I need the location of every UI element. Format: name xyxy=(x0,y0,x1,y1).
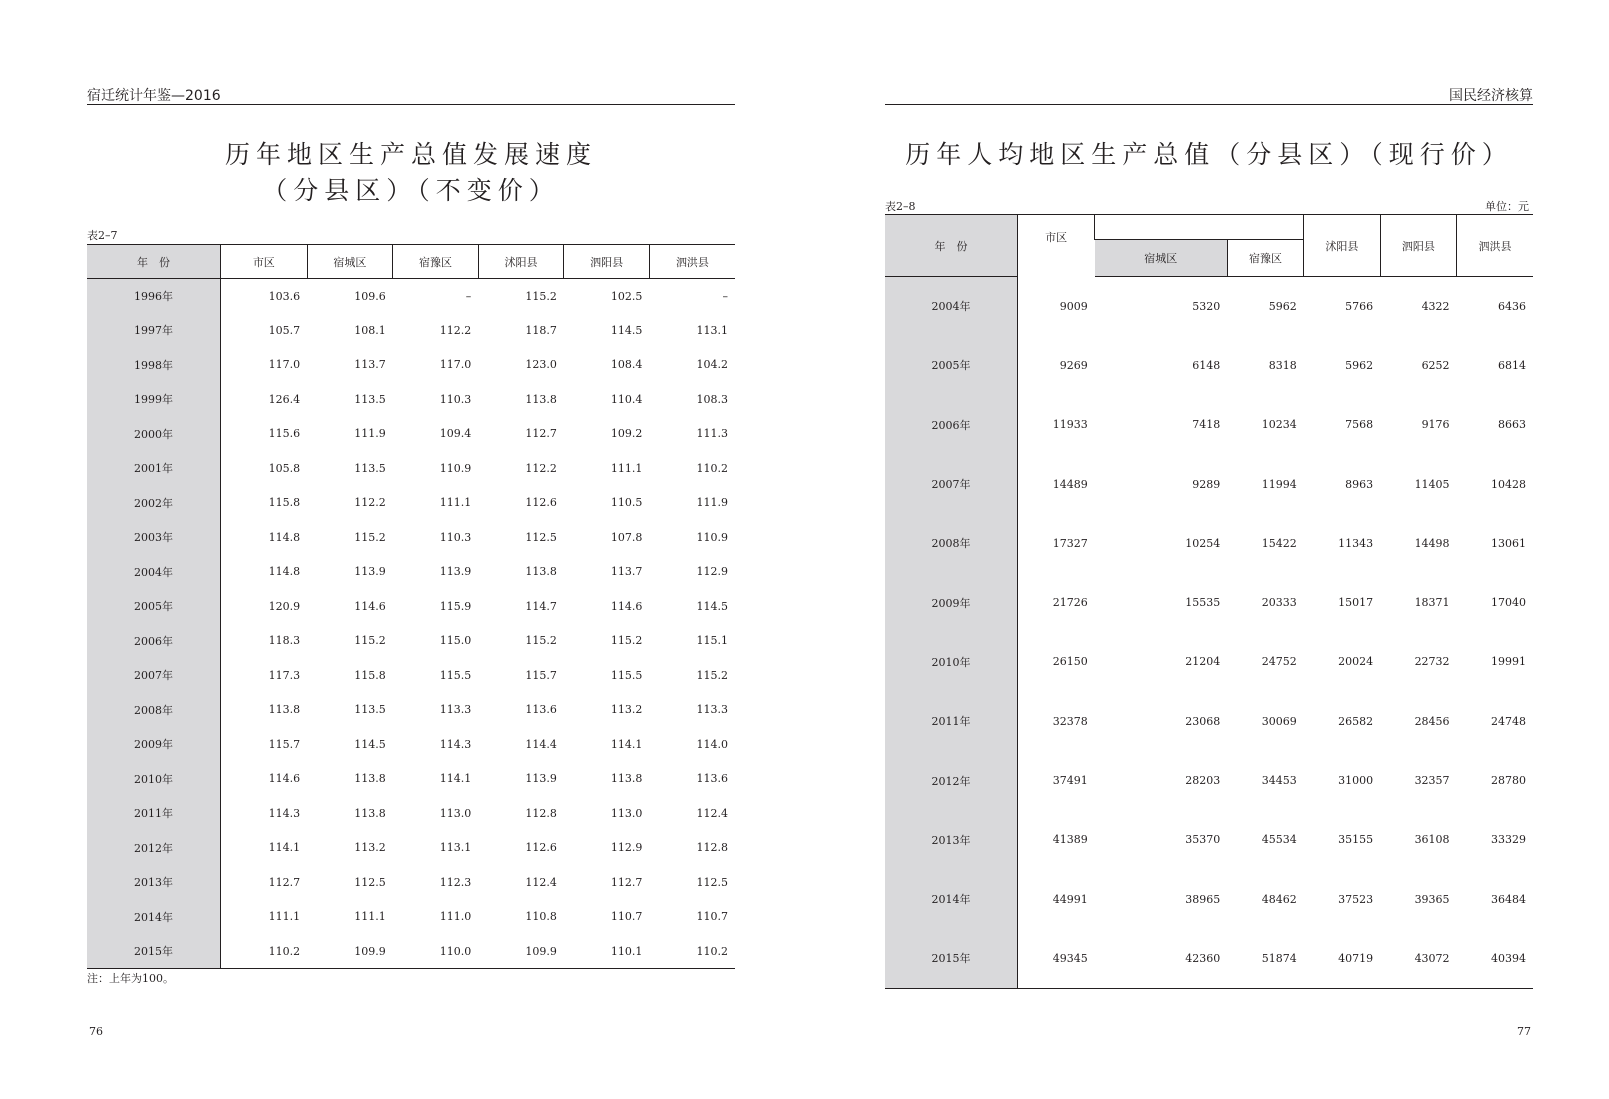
table-row xyxy=(87,382,735,417)
value-cell: 112.2 xyxy=(525,461,557,475)
value-cell: 5962 xyxy=(1268,299,1297,313)
year-cell: 2008年 xyxy=(87,693,221,728)
table-row xyxy=(885,395,1533,454)
table-title-line2: （分县区）（不变价） xyxy=(262,176,560,205)
year-cell: 2013年 xyxy=(885,810,1018,869)
value-cell: 114.1 xyxy=(439,772,472,786)
table-row xyxy=(87,279,735,314)
value-cell: 111.1 xyxy=(610,461,643,475)
value-cell: 113.7 xyxy=(354,358,386,372)
value-cell: 33329 xyxy=(1491,833,1526,847)
value-cell: 115.2 xyxy=(525,634,557,648)
table-row xyxy=(885,632,1533,691)
value-cell: 9009 xyxy=(1059,299,1088,313)
running-header xyxy=(885,84,1533,105)
year-cell: 2007年 xyxy=(885,454,1018,513)
value-cell: 115.2 xyxy=(354,634,386,648)
value-cell: 114.5 xyxy=(354,737,386,751)
table-row xyxy=(87,693,735,728)
value-cell: 112.9 xyxy=(696,565,728,579)
value-cell: 110.9 xyxy=(439,461,472,475)
value-cell: 11994 xyxy=(1261,477,1297,491)
value-cell: 45534 xyxy=(1261,833,1297,847)
value-cell: 23068 xyxy=(1185,714,1221,728)
value-cell: 37523 xyxy=(1338,892,1374,906)
value-cell: 8318 xyxy=(1268,358,1297,372)
year-cell: 2007年 xyxy=(87,658,221,693)
value-cell: 110.2 xyxy=(268,944,301,958)
value-cell: 4322 xyxy=(1421,299,1450,313)
value-cell: 113.8 xyxy=(268,703,301,717)
value-cell: 37491 xyxy=(1052,774,1088,788)
value-cell: 115.2 xyxy=(525,289,557,303)
value-cell: 112.7 xyxy=(268,875,301,889)
value-cell: – xyxy=(465,289,472,303)
value-cell: 107.8 xyxy=(610,530,643,544)
value-cell: 35370 xyxy=(1185,833,1221,847)
year-cell: 2003年 xyxy=(87,520,221,555)
value-cell: 26150 xyxy=(1052,655,1088,669)
value-cell: 110.0 xyxy=(439,944,472,958)
value-cell: 118.7 xyxy=(525,323,557,337)
value-cell: 113.5 xyxy=(354,703,386,717)
table-row xyxy=(87,417,735,452)
value-cell: 21204 xyxy=(1185,655,1221,669)
value-cell: 117.0 xyxy=(268,358,301,372)
value-cell: 118.3 xyxy=(268,634,301,648)
value-cell: 8963 xyxy=(1345,477,1374,491)
chapter-title: 国民经济核算 xyxy=(1449,88,1533,104)
value-cell: 115.2 xyxy=(696,668,728,682)
value-cell: 110.1 xyxy=(610,944,643,958)
value-cell: 113.5 xyxy=(354,392,386,406)
column-header: 市区 xyxy=(221,245,308,279)
page-number: 76 xyxy=(89,1025,103,1038)
column-header: 泗阳县 xyxy=(564,245,650,279)
value-cell: 10254 xyxy=(1185,536,1221,550)
value-cell: 115.2 xyxy=(610,634,643,648)
value-cell: 14489 xyxy=(1052,477,1088,491)
table-row xyxy=(87,486,735,521)
year-cell: 2013年 xyxy=(87,865,221,900)
value-cell: 10428 xyxy=(1491,477,1526,491)
column-header: 年 份 xyxy=(87,245,221,279)
value-cell: 126.4 xyxy=(268,392,301,406)
value-cell: 102.5 xyxy=(610,289,643,303)
table-row xyxy=(885,573,1533,632)
year-cell: 2012年 xyxy=(885,751,1018,810)
value-cell: 113.0 xyxy=(439,806,472,820)
table-row xyxy=(885,869,1533,928)
value-cell: 111.1 xyxy=(268,910,301,924)
value-cell: 117.3 xyxy=(268,668,301,682)
value-cell: 104.2 xyxy=(696,358,728,372)
value-cell: 31000 xyxy=(1338,774,1374,788)
value-cell: 30069 xyxy=(1261,714,1297,728)
value-cell: 112.4 xyxy=(525,875,557,889)
value-cell: 11343 xyxy=(1338,536,1374,550)
value-cell: 34453 xyxy=(1261,774,1297,788)
value-cell: 110.7 xyxy=(610,910,643,924)
value-cell: 18371 xyxy=(1414,596,1450,610)
table-row xyxy=(87,313,735,348)
year-cell: 2015年 xyxy=(87,934,221,969)
value-cell: 113.9 xyxy=(525,772,557,786)
value-cell: 19991 xyxy=(1491,655,1526,669)
value-cell: 11933 xyxy=(1052,418,1088,432)
value-cell: 36484 xyxy=(1491,892,1526,906)
value-cell: 115.7 xyxy=(268,737,301,751)
value-cell: 114.7 xyxy=(525,599,557,613)
value-cell: 26582 xyxy=(1338,714,1374,728)
value-cell: 109.4 xyxy=(439,427,472,441)
value-cell: 8663 xyxy=(1498,418,1526,432)
value-cell: 108.3 xyxy=(696,392,728,406)
table-title: 历年人均地区生产总值（分县区）（现行价） xyxy=(905,140,1513,169)
value-cell: 113.8 xyxy=(610,772,643,786)
running-header xyxy=(87,84,735,105)
table-row xyxy=(885,751,1533,810)
value-cell: 105.8 xyxy=(268,461,301,475)
value-cell: 114.6 xyxy=(610,599,643,613)
value-cell: 115.8 xyxy=(268,496,301,510)
table-row xyxy=(87,831,735,866)
year-cell: 2004年 xyxy=(87,555,221,590)
value-cell: 41389 xyxy=(1052,833,1088,847)
value-cell: 110.5 xyxy=(610,496,643,510)
value-cell: 105.7 xyxy=(268,323,301,337)
value-cell: 109.9 xyxy=(354,944,386,958)
value-cell: 115.8 xyxy=(354,668,386,682)
value-cell: 115.5 xyxy=(610,668,643,682)
value-cell: 6148 xyxy=(1192,358,1221,372)
value-cell: 39365 xyxy=(1414,892,1450,906)
value-cell: 113.9 xyxy=(439,565,472,579)
value-cell: 51874 xyxy=(1261,951,1297,965)
table-row xyxy=(87,658,735,693)
value-cell: 112.7 xyxy=(610,875,643,889)
value-cell: 38965 xyxy=(1185,892,1221,906)
value-cell: 114.3 xyxy=(268,806,301,820)
value-cell: 17040 xyxy=(1491,596,1526,610)
year-cell: 2006年 xyxy=(87,624,221,659)
column-header: 泗洪县 xyxy=(1457,215,1533,277)
value-cell: 109.6 xyxy=(354,289,386,303)
value-cell: 28456 xyxy=(1414,714,1450,728)
year-cell: 2015年 xyxy=(885,929,1018,988)
value-cell: 110.2 xyxy=(696,461,728,475)
value-cell: 36108 xyxy=(1414,833,1450,847)
value-cell: 113.0 xyxy=(610,806,643,820)
year-cell: 2010年 xyxy=(87,762,221,797)
value-cell: 113.9 xyxy=(354,565,386,579)
value-cell: 103.6 xyxy=(268,289,301,303)
value-cell: 35155 xyxy=(1338,833,1374,847)
value-cell: 5320 xyxy=(1192,299,1221,313)
value-cell: 114.3 xyxy=(439,737,472,751)
value-cell: 28780 xyxy=(1491,774,1526,788)
unit-label: 单位：元 xyxy=(1485,200,1529,213)
value-cell: 32357 xyxy=(1414,774,1450,788)
value-cell: 5766 xyxy=(1345,299,1374,313)
value-cell: 114.5 xyxy=(696,599,728,613)
value-cell: 24748 xyxy=(1491,714,1526,728)
value-cell: 117.0 xyxy=(439,358,472,372)
column-header: 宿豫区 xyxy=(1227,240,1303,277)
table-row xyxy=(87,865,735,900)
value-cell: 15535 xyxy=(1185,596,1221,610)
table-row xyxy=(87,348,735,383)
value-cell: 113.6 xyxy=(525,703,557,717)
table-row xyxy=(885,336,1533,395)
value-cell: 112.6 xyxy=(525,841,557,855)
value-cell: 114.1 xyxy=(610,737,643,751)
value-cell: 110.7 xyxy=(696,910,728,924)
year-cell: 2001年 xyxy=(87,451,221,486)
column-header: 宿豫区 xyxy=(393,245,479,279)
column-header: 泗洪县 xyxy=(649,245,735,279)
table-row xyxy=(87,727,735,762)
value-cell: 111.1 xyxy=(439,496,472,510)
value-cell: 20024 xyxy=(1338,655,1374,669)
year-cell: 1998年 xyxy=(87,348,221,383)
value-cell: 115.2 xyxy=(354,530,386,544)
right-page xyxy=(885,0,1533,1099)
table-row xyxy=(87,451,735,486)
year-cell: 2006年 xyxy=(885,395,1018,454)
value-cell: 20333 xyxy=(1261,596,1297,610)
value-cell: 111.9 xyxy=(354,427,386,441)
value-cell: 112.5 xyxy=(525,530,557,544)
value-cell: 7568 xyxy=(1345,418,1374,432)
year-cell: 1997年 xyxy=(87,313,221,348)
value-cell: 111.0 xyxy=(439,910,472,924)
value-cell: 110.3 xyxy=(439,530,472,544)
value-cell: 6436 xyxy=(1498,299,1526,313)
value-cell: 15017 xyxy=(1338,596,1374,610)
value-cell: 14498 xyxy=(1414,536,1450,550)
table-title-line1: 历年地区生产总值发展速度 xyxy=(224,140,597,169)
value-cell: 114.4 xyxy=(525,737,557,751)
value-cell: 112.5 xyxy=(354,875,386,889)
value-cell: 13061 xyxy=(1491,536,1526,550)
value-cell: 109.9 xyxy=(525,944,557,958)
year-cell: 2009年 xyxy=(885,573,1018,632)
value-cell: 24752 xyxy=(1261,655,1297,669)
table-row xyxy=(885,810,1533,869)
year-cell: 2009年 xyxy=(87,727,221,762)
value-cell: 113.5 xyxy=(354,461,386,475)
value-cell: 114.6 xyxy=(268,772,301,786)
value-cell: 115.1 xyxy=(696,634,728,648)
value-cell: 9269 xyxy=(1059,358,1088,372)
value-cell: 114.8 xyxy=(268,565,301,579)
table-row xyxy=(885,929,1533,988)
table-number: 表2–7 xyxy=(87,229,118,242)
value-cell: 113.7 xyxy=(610,565,643,579)
value-cell: 113.1 xyxy=(439,841,472,855)
table-header-row xyxy=(87,245,735,279)
column-header: 沭阳县 xyxy=(478,245,564,279)
column-header: 年 份 xyxy=(885,215,1018,277)
value-cell: 115.7 xyxy=(525,668,557,682)
column-header: 宿城区 xyxy=(307,245,393,279)
value-cell: 113.6 xyxy=(696,772,728,786)
value-cell: 110.3 xyxy=(439,392,472,406)
value-cell: 112.4 xyxy=(696,806,728,820)
value-cell: 112.6 xyxy=(525,496,557,510)
table-header-row xyxy=(885,215,1533,240)
table-row xyxy=(885,692,1533,751)
table-row xyxy=(87,520,735,555)
value-cell: 123.0 xyxy=(525,358,557,372)
table-row xyxy=(885,514,1533,573)
table-row xyxy=(87,624,735,659)
table-row xyxy=(87,900,735,935)
per-capita-gdp-table xyxy=(885,214,1533,989)
value-cell: 108.4 xyxy=(610,358,643,372)
year-cell: 2002年 xyxy=(87,486,221,521)
value-cell: 112.7 xyxy=(525,427,557,441)
value-cell: 17327 xyxy=(1052,536,1088,550)
column-header: 沭阳县 xyxy=(1304,215,1380,277)
value-cell: 110.4 xyxy=(610,392,643,406)
year-cell: 2010年 xyxy=(885,632,1018,691)
value-cell: 112.5 xyxy=(696,875,728,889)
value-cell: 110.2 xyxy=(696,944,728,958)
value-cell: 7418 xyxy=(1192,418,1221,432)
page-number: 77 xyxy=(1517,1025,1531,1038)
value-cell: 110.9 xyxy=(696,530,728,544)
value-cell: 108.1 xyxy=(354,323,386,337)
value-cell: 9289 xyxy=(1192,477,1221,491)
value-cell: 111.9 xyxy=(696,496,728,510)
year-cell: 2005年 xyxy=(885,336,1018,395)
value-cell: 42360 xyxy=(1185,951,1221,965)
value-cell: 40394 xyxy=(1491,951,1526,965)
value-cell: 32378 xyxy=(1052,714,1088,728)
table-number: 表2–8 xyxy=(885,200,916,213)
growth-rate-table xyxy=(87,244,735,969)
value-cell: – xyxy=(722,289,728,303)
value-cell: 113.2 xyxy=(610,703,643,717)
value-cell: 44991 xyxy=(1052,892,1088,906)
year-cell: 2008年 xyxy=(885,514,1018,573)
value-cell: 6814 xyxy=(1498,358,1526,372)
table-title xyxy=(87,137,735,209)
value-cell: 113.1 xyxy=(696,323,728,337)
value-cell: 48462 xyxy=(1261,892,1297,906)
table-row xyxy=(87,589,735,624)
value-cell: 11405 xyxy=(1414,477,1450,491)
yearbook-title: 宿迁统计年鉴—2016 xyxy=(87,88,221,104)
value-cell: 10234 xyxy=(1261,418,1297,432)
value-cell: 113.2 xyxy=(354,841,386,855)
value-cell: 5962 xyxy=(1345,358,1374,372)
value-cell: 114.8 xyxy=(268,530,301,544)
value-cell: 49345 xyxy=(1052,951,1088,965)
table-row xyxy=(885,454,1533,513)
value-cell: 111.3 xyxy=(696,427,728,441)
value-cell: 113.3 xyxy=(439,703,472,717)
value-cell: 109.2 xyxy=(610,427,643,441)
value-cell: 110.8 xyxy=(525,910,557,924)
table-row xyxy=(885,277,1533,336)
value-cell: 112.2 xyxy=(354,496,386,510)
column-group-spacer xyxy=(1095,215,1304,240)
value-cell: 112.9 xyxy=(610,841,643,855)
column-header: 泗阳县 xyxy=(1380,215,1456,277)
value-cell: 113.3 xyxy=(696,703,728,717)
value-cell: 112.3 xyxy=(439,875,472,889)
year-cell: 2011年 xyxy=(87,796,221,831)
value-cell: 21726 xyxy=(1052,596,1088,610)
value-cell: 111.1 xyxy=(354,910,386,924)
value-cell: 22732 xyxy=(1414,655,1450,669)
value-cell: 115.9 xyxy=(439,599,472,613)
value-cell: 6252 xyxy=(1421,358,1450,372)
value-cell: 120.9 xyxy=(268,599,301,613)
table-note: 注：上年为100。 xyxy=(87,972,174,985)
value-cell: 114.0 xyxy=(696,737,728,751)
value-cell: 15422 xyxy=(1261,536,1297,550)
value-cell: 9176 xyxy=(1421,418,1450,432)
value-cell: 115.0 xyxy=(439,634,472,648)
value-cell: 115.5 xyxy=(439,668,472,682)
year-cell: 2014年 xyxy=(87,900,221,935)
year-cell: 2000年 xyxy=(87,417,221,452)
year-cell: 2014年 xyxy=(885,869,1018,928)
value-cell: 28203 xyxy=(1185,774,1221,788)
value-cell: 113.8 xyxy=(354,772,386,786)
left-page xyxy=(87,0,735,1099)
value-cell: 114.5 xyxy=(610,323,643,337)
value-cell: 114.1 xyxy=(268,841,301,855)
table-row xyxy=(87,762,735,797)
value-cell: 113.8 xyxy=(354,806,386,820)
value-cell: 40719 xyxy=(1338,951,1374,965)
year-cell: 1999年 xyxy=(87,382,221,417)
column-header: 市区 xyxy=(1018,215,1095,277)
value-cell: 113.8 xyxy=(525,565,557,579)
value-cell: 115.6 xyxy=(268,427,301,441)
value-cell: 43072 xyxy=(1414,951,1450,965)
year-cell: 1996年 xyxy=(87,279,221,314)
value-cell: 112.8 xyxy=(696,841,728,855)
year-cell: 2005年 xyxy=(87,589,221,624)
value-cell: 113.8 xyxy=(525,392,557,406)
table-row xyxy=(87,796,735,831)
column-header: 宿城区 xyxy=(1095,240,1228,277)
value-cell: 112.8 xyxy=(525,806,557,820)
table-row xyxy=(87,555,735,590)
year-cell: 2011年 xyxy=(885,692,1018,751)
table-row xyxy=(87,934,735,969)
value-cell: 114.6 xyxy=(354,599,386,613)
value-cell: 112.2 xyxy=(439,323,472,337)
year-cell: 2004年 xyxy=(885,277,1018,336)
year-cell: 2012年 xyxy=(87,831,221,866)
